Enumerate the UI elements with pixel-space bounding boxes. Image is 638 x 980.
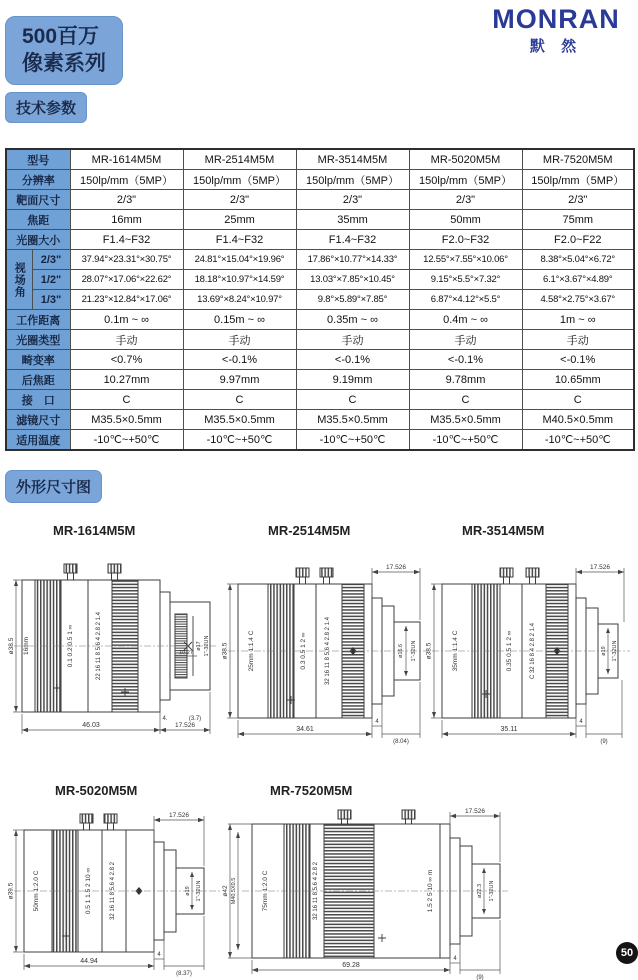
dim-diameter: ø38.5 — [222, 642, 229, 660]
dim-thread: 1"-32UN — [489, 880, 495, 902]
spec-cell: 25mm — [183, 210, 296, 230]
spec-cell: F1.4~F32 — [183, 230, 296, 250]
dim-flange: 4 — [453, 956, 457, 962]
dim-back-focus: 10.27 — [179, 650, 193, 656]
row-filter-size — [6, 410, 634, 430]
spec-cell: 2/3" — [70, 190, 183, 210]
dim-flange: 4 — [579, 719, 583, 725]
row-label-mount: 接 口 — [6, 390, 70, 410]
spec-cell: 150lp/mm（5MP） — [409, 170, 522, 190]
row-sensor-size — [6, 190, 634, 210]
focus-scale-text: 1.5 2 5 10 ∞ m — [427, 869, 434, 913]
spec-cell: -10℃~+50℃ — [183, 430, 296, 451]
page-number-badge: 50 — [616, 942, 638, 964]
brand-chinese-name: 默 然 — [529, 38, 583, 55]
row-label-resolution: 分辨率 — [6, 170, 70, 190]
fov-cell: 9.8°×5.89°×7.85° — [296, 290, 409, 310]
dim-mount-length: 17.526 — [590, 564, 610, 571]
dim-rear: (9) — [600, 739, 608, 745]
spec-cell: M35.5×0.5mm — [409, 410, 522, 430]
spec-cell: F2.0~F22 — [522, 230, 634, 250]
dim-flange: 4 — [375, 719, 379, 725]
dim-rear: (3.7) — [188, 716, 202, 722]
row-fov-12 — [6, 270, 634, 290]
spec-cell: M35.5×0.5mm — [296, 410, 409, 430]
brand-logo — [480, 6, 632, 56]
row-label-aperture: 光圈大小 — [6, 230, 70, 250]
spec-cell: -10℃~+50℃ — [409, 430, 522, 451]
spec-cell: M40.5×0.5mm — [522, 410, 634, 430]
fov-cell: 12.55°×7.55°×10.06° — [409, 250, 522, 270]
lens-body — [22, 564, 210, 712]
dim-mount-length: 17.526 — [386, 564, 406, 571]
spec-cell: -10℃~+50℃ — [70, 430, 183, 451]
spec-cell: 150lp/mm（5MP） — [522, 170, 634, 190]
spec-cell: 0.1m ~ ∞ — [70, 310, 183, 330]
row-label-working: 工作距离 — [6, 310, 70, 330]
spec-cell: 75mm — [522, 210, 634, 230]
drawing-model-label: MR-5020M5M — [55, 783, 138, 798]
fov-cell: 13.69°×8.24°×10.97° — [183, 290, 296, 310]
spec-cell: C — [183, 390, 296, 410]
focus-scale-text: 0.35 0.5 1 2 ∞ — [506, 630, 513, 672]
row-label-distortion: 畸变率 — [6, 350, 70, 370]
dim-mount-length: 17.526 — [175, 722, 195, 729]
drawing-mr-5020m5m — [8, 782, 226, 980]
spec-cell: 9.97mm — [183, 370, 296, 390]
barrel-focal-text: 50mm 1:2.0 C — [33, 870, 40, 912]
row-label-fov-23: 2/3" — [32, 250, 70, 270]
section-title-tech-params: 技术参数 — [5, 92, 87, 123]
spec-cell: 1m ~ ∞ — [522, 310, 634, 330]
dim-flange: 4. — [162, 716, 168, 722]
spec-cell: 150lp/mm（5MP） — [296, 170, 409, 190]
model-cell: MR-5020M5M — [409, 149, 522, 170]
spec-cell: 10.65mm — [522, 370, 634, 390]
row-focal-length — [6, 210, 634, 230]
dim-length: 44.94 — [80, 958, 98, 965]
dim-length: 46.03 — [82, 722, 100, 729]
fov-cell: 18.18°×10.97°×14.59° — [183, 270, 296, 290]
spec-cell: 2/3" — [183, 190, 296, 210]
drawing-model-label: MR-3514M5M — [462, 523, 545, 538]
fov-cell: 28.07°×17.06°×22.62° — [70, 270, 183, 290]
fov-cell: 9.15°×5.5°×7.32° — [409, 270, 522, 290]
fov-cell: 6.1°×3.67°×4.89° — [522, 270, 634, 290]
series-title-line2: 像素系列 — [22, 52, 106, 76]
spec-cell: 手动 — [522, 330, 634, 350]
fov-cell: 13.03°×7.85°×10.45° — [296, 270, 409, 290]
spec-cell: 手动 — [409, 330, 522, 350]
dim-flange: 4 — [157, 952, 161, 958]
dim-filter-thread: M40.5X0.5 — [231, 877, 237, 905]
spec-cell: 35mm — [296, 210, 409, 230]
spec-cell: F1.4~F32 — [296, 230, 409, 250]
spec-cell: 手动 — [296, 330, 409, 350]
spec-cell: -10℃~+50℃ — [296, 430, 409, 451]
spec-cell: M35.5×0.5mm — [183, 410, 296, 430]
section-title-dimensions: 外形尺寸图 — [5, 470, 102, 503]
row-resolution — [6, 170, 634, 190]
spec-cell: 2/3" — [409, 190, 522, 210]
row-fov-23 — [6, 250, 634, 270]
spec-cell: 150lp/mm（5MP） — [183, 170, 296, 190]
dim-mount-dia: ø19 — [185, 886, 191, 896]
drawing-mr-3514m5m — [426, 522, 636, 752]
model-cell: MR-2514M5M — [183, 149, 296, 170]
drawing-mr-1614m5m — [8, 522, 220, 747]
aperture-scale-text: 32 16 11 8 5.6 4 2.8 2 — [313, 862, 319, 920]
row-label-temp: 适用温度 — [6, 430, 70, 451]
focus-scale-text: 0.5 1 1.5 2 10 ∞ — [85, 867, 92, 915]
dim-diameter: ø38.5 — [8, 637, 15, 655]
dim-thread: 1"-32UN — [196, 880, 202, 902]
focus-scale-text: 0.1 0.2 0.5 1 ∞ — [67, 624, 74, 668]
fov-cell: 37.94°×23.31°×30.75° — [70, 250, 183, 270]
row-label-fov: 视场角 — [6, 250, 32, 310]
dimension-drawing-4 — [8, 802, 226, 980]
spec-cell: 9.78mm — [409, 370, 522, 390]
row-working-distance — [6, 310, 634, 330]
dim-rear: (9) — [476, 975, 484, 980]
series-title-line1: 500百万 — [22, 25, 100, 48]
model-cell: MR-7520M5M — [522, 149, 634, 170]
spec-cell: 50mm — [409, 210, 522, 230]
dim-mount-length: 17.526 — [465, 808, 485, 815]
spec-cell: 手动 — [70, 330, 183, 350]
spec-cell: -10℃~+50℃ — [522, 430, 634, 451]
row-mount — [6, 390, 634, 410]
dimension-drawing-2 — [222, 542, 434, 752]
dim-thread: 1"-32UN — [204, 635, 210, 657]
dim-mount-length: 17.526 — [169, 812, 189, 819]
fov-cell: 21.23°×12.84°×17.06° — [70, 290, 183, 310]
aperture-scale-text: C 32 16 8 4 2.8 2 1.4 — [530, 622, 536, 680]
fov-cell: 8.38°×5.04°×6.72° — [522, 250, 634, 270]
spec-cell: 9.19mm — [296, 370, 409, 390]
spec-cell: C — [409, 390, 522, 410]
spec-cell: C — [296, 390, 409, 410]
dim-rear: (8.04) — [393, 739, 409, 745]
dim-mount-dia: ø19 — [601, 646, 607, 656]
spec-cell: 0.4m ~ ∞ — [409, 310, 522, 330]
focus-scale-text: 0.3 0.5 1 2 ∞ — [300, 632, 307, 670]
row-label-iris: 光圈类型 — [6, 330, 70, 350]
spec-cell: <-0.1% — [522, 350, 634, 370]
spec-cell: 10.27mm — [70, 370, 183, 390]
spec-cell: 2/3" — [296, 190, 409, 210]
row-aperture-range — [6, 230, 634, 250]
drawing-mr-2514m5m — [222, 522, 434, 752]
spec-cell: F1.4~F32 — [70, 230, 183, 250]
drawing-model-label: MR-1614M5M — [53, 523, 136, 538]
spec-table — [5, 148, 635, 451]
dim-length: 69.28 — [342, 962, 360, 969]
spec-cell: M35.5×0.5mm — [70, 410, 183, 430]
row-label-sensor: 靶面尺寸 — [6, 190, 70, 210]
row-model — [6, 149, 634, 170]
spec-cell: F2.0~F32 — [409, 230, 522, 250]
dim-thread: 1"-32UN — [612, 640, 618, 662]
row-iris-type — [6, 330, 634, 350]
dim-diameter: ø39.5 — [8, 882, 15, 900]
spec-cell: 16mm — [70, 210, 183, 230]
row-temperature — [6, 430, 634, 451]
barrel-focal-text: 25mm 1:1.4 C — [248, 630, 255, 672]
row-distortion — [6, 350, 634, 370]
spec-cell: C — [522, 390, 634, 410]
fov-cell: 4.58°×2.75°×3.67° — [522, 290, 634, 310]
row-label-filter: 滤镜尺寸 — [6, 410, 70, 430]
barrel-focal-text: 35mm 1:1.4 C — [452, 630, 459, 672]
dim-length: 34.61 — [296, 726, 314, 733]
dim-mount-dia: ø16.6 — [398, 643, 404, 659]
fov-cell: 24.81°×15.04°×19.96° — [183, 250, 296, 270]
spec-cell: <0.7% — [70, 350, 183, 370]
lens-body — [252, 810, 500, 958]
row-label-bfl: 后焦距 — [6, 370, 70, 390]
model-cell: MR-1614M5M — [70, 149, 183, 170]
drawing-model-label: MR-7520M5M — [270, 783, 353, 798]
spec-cell: <-0.1% — [296, 350, 409, 370]
spec-cell: <-0.1% — [409, 350, 522, 370]
drawing-model-label: MR-2514M5M — [268, 523, 351, 538]
dimension-drawing-3 — [426, 542, 636, 752]
dim-mount-dia: ø17 — [196, 641, 202, 651]
spec-cell: 0.35m ~ ∞ — [296, 310, 409, 330]
dim-rear: (8.37) — [176, 971, 192, 977]
dim-diameter: ø38.5 — [426, 642, 433, 660]
spec-cell: 手动 — [183, 330, 296, 350]
row-fov-13 — [6, 290, 634, 310]
row-label-model: 型号 — [6, 149, 70, 170]
dim-diameter: ø42 — [222, 885, 229, 897]
barrel-focal-text: 75mm 1:2.0 C — [262, 870, 269, 912]
row-label-fov-12: 1/2" — [32, 270, 70, 290]
dim-length: 35.11 — [500, 726, 518, 733]
series-title-badge — [5, 16, 123, 85]
aperture-scale-text: 32 16 11 8 5.6 4 2.8 2 1.4 — [325, 617, 331, 685]
row-label-focal: 焦距 — [6, 210, 70, 230]
dimension-drawing-1 — [8, 542, 220, 747]
fov-cell: 17.86°×10.77°×14.33° — [296, 250, 409, 270]
aperture-scale-text: 32 16 11 8 5.6 4 2.8 2 — [110, 862, 116, 920]
dim-mount-dia: ø22.3 — [477, 883, 483, 899]
aperture-scale-text: 22 16 11 8 5.6 4 2.8 2 1.4 — [96, 612, 102, 680]
dimension-drawing-5 — [222, 802, 512, 980]
spec-cell: C — [70, 390, 183, 410]
row-label-fov-13: 1/3" — [32, 290, 70, 310]
brand-wordmark: MONRAN — [492, 4, 620, 34]
barrel-focal-text: 16mm — [23, 636, 30, 656]
dim-thread: 1"-32UN — [411, 640, 417, 662]
fov-cell: 6.87°×4.12°×5.5° — [409, 290, 522, 310]
model-cell: MR-3514M5M — [296, 149, 409, 170]
spec-cell: 2/3" — [522, 190, 634, 210]
spec-cell: 0.15m ~ ∞ — [183, 310, 296, 330]
spec-cell: <-0.1% — [183, 350, 296, 370]
spec-cell: 150lp/mm（5MP） — [70, 170, 183, 190]
drawing-mr-7520m5m — [222, 782, 512, 980]
row-back-focal — [6, 370, 634, 390]
